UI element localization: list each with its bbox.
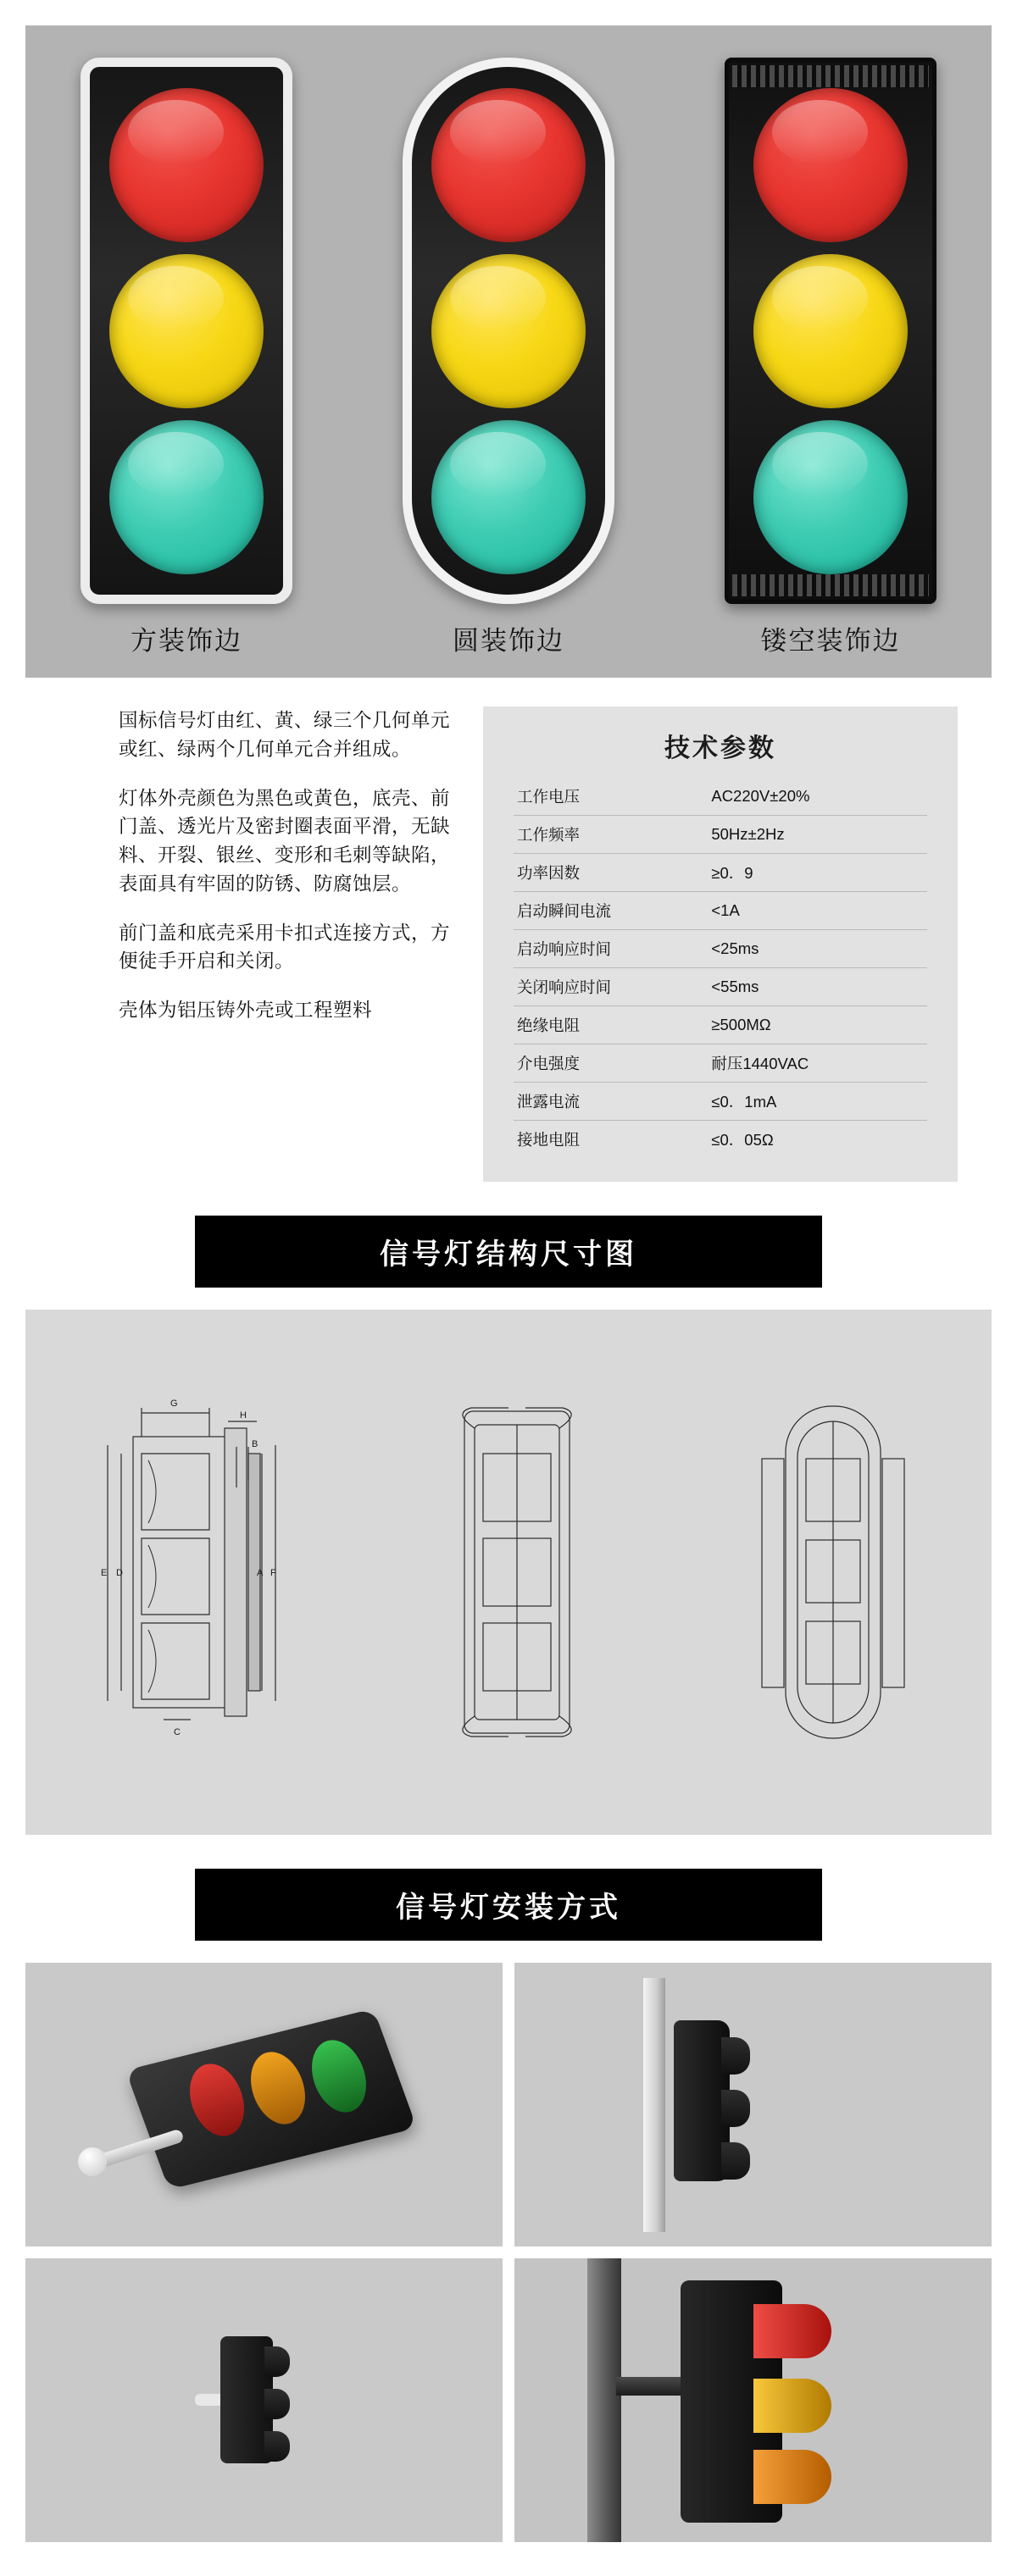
yellow-lens-icon [109, 254, 264, 408]
spec-value: AC220V±20% [708, 778, 927, 816]
yellow-lens-icon [753, 2379, 831, 2433]
spec-value: ≥500MΩ [708, 1006, 927, 1044]
mount-knob-shape [78, 2147, 107, 2176]
spec-value: ≤0．05Ω [711, 1131, 774, 1149]
product-variant-round [381, 58, 636, 657]
visor-shape-top [721, 2037, 750, 2075]
svg-text:F: F [270, 1568, 276, 1578]
dimensions-banner: 信号灯结构尺寸图 [195, 1216, 822, 1288]
front-view-svg [82, 1369, 303, 1776]
traffic-light-housing-hollow [725, 58, 936, 604]
spec-key: 关闭响应时间 [514, 968, 708, 1006]
spec-value: <25ms [708, 930, 927, 968]
svg-text:B: B [251, 1439, 258, 1449]
description-paragraph: 灯体外壳颜色为黑色或黄色，底壳、前门盖、透光片及密封圈表面平滑，无缺料、开裂、银丝、变形和毛刺等缺陷，表面具有牢固的防锈、防腐蚀层。 [119, 787, 451, 895]
yellow-lens-icon [431, 254, 586, 408]
table-row [514, 1006, 927, 1044]
spec-key: 接地电阻 [517, 1131, 581, 1149]
mount-arm-shape [616, 2377, 687, 2396]
installation-photo-angled-mount [25, 1963, 503, 2246]
product-detail-page [0, 25, 1017, 2576]
spec-key: 启动瞬间电流 [514, 892, 708, 930]
visor-shape-bottom [721, 2142, 750, 2180]
drawing-front-view [82, 1369, 303, 1776]
pole-shape [643, 1978, 665, 2232]
table-row [514, 1083, 927, 1121]
green-lens-icon [109, 420, 264, 574]
product-variant-square [59, 58, 314, 657]
red-lens-icon [753, 2304, 831, 2358]
svg-text:C: C [173, 1727, 181, 1737]
description-paragraph: 壳体为铝压铸外壳或工程塑料 [119, 1000, 373, 1021]
yellow-lens-icon [753, 254, 908, 408]
traffic-light-housing-square [81, 58, 292, 604]
description-paragraph: 前门盖和底壳采用卡扣式连接方式，方便徒手开启和关闭。 [119, 922, 451, 972]
top-view-a-svg [415, 1377, 619, 1767]
spec-value: ≥0．9 [708, 854, 927, 892]
table-row [514, 854, 927, 892]
spec-key: 工作电压 [514, 778, 708, 816]
svg-text:D: D [115, 1568, 123, 1578]
table-row [514, 968, 927, 1006]
installation-photo-pole-closeup [514, 2258, 992, 2542]
variant-caption: 方装饰边 [131, 626, 242, 656]
variant-caption: 镂空装饰边 [760, 626, 901, 656]
installation-photo-bracket-mount [25, 2258, 503, 2542]
spec-value: <55ms [708, 968, 927, 1006]
visor-shape-middle [264, 2389, 290, 2419]
table-row [514, 1121, 927, 1159]
bracket-shape [195, 2394, 224, 2406]
spec-panel [483, 706, 958, 1182]
spec-value: ≤0．1mA [708, 1083, 927, 1121]
dimension-drawings-section [25, 1310, 992, 1835]
green-lens-icon [753, 420, 908, 574]
spec-value: 50Hz±2Hz [708, 816, 927, 854]
description-paragraph: 国标信号灯由红、黄、绿三个几何单元或红、绿两个几何单元合并组成。 [119, 710, 451, 760]
amber-lens-icon [753, 2450, 831, 2504]
svg-text:E: E [100, 1568, 107, 1578]
spec-key: 泄露电流 [514, 1083, 708, 1121]
description-block [25, 706, 466, 1045]
visor-shape-top [264, 2346, 290, 2377]
visor-shape-middle [721, 2090, 750, 2127]
table-row [514, 816, 927, 854]
svg-text:A: A [256, 1568, 263, 1578]
installation-banner: 信号灯安装方式 [195, 1869, 822, 1941]
table-row [514, 1044, 927, 1083]
product-variant-hollow [703, 58, 958, 657]
red-lens-icon [753, 88, 908, 242]
drawing-top-view-a [415, 1377, 619, 1767]
installation-photos-section [25, 1963, 992, 2576]
spec-key: 绝缘电阻 [514, 1006, 708, 1044]
spec-value: <1A [708, 892, 927, 930]
variant-caption: 圆装饰边 [453, 626, 564, 656]
svg-text:H: H [239, 1410, 247, 1421]
red-lens-icon [109, 88, 264, 242]
spec-key: 功率因数 [514, 854, 708, 892]
product-hero-section [25, 25, 992, 678]
visor-shape-bottom [264, 2431, 290, 2462]
svg-text:G: G [170, 1399, 178, 1409]
spec-key: 启动响应时间 [514, 930, 708, 968]
pole-shape [587, 2258, 621, 2542]
table-row [514, 930, 927, 968]
traffic-light-housing-round [403, 58, 614, 604]
drawing-top-view-b [731, 1377, 935, 1767]
spec-value: 耐压1440VAC [708, 1044, 927, 1083]
top-view-b-svg [731, 1377, 935, 1767]
spec-key: 介电强度 [514, 1044, 708, 1083]
green-lens-icon [431, 420, 586, 574]
red-lens-icon [431, 88, 586, 242]
spec-title: 技术参数 [664, 734, 776, 762]
spec-key: 工作频率 [514, 816, 708, 854]
spec-table [514, 778, 927, 1158]
table-row [514, 778, 927, 816]
installation-photo-pole-side [514, 1963, 992, 2246]
info-section [25, 698, 992, 1182]
table-row [514, 892, 927, 930]
product-variants-row [25, 25, 992, 657]
